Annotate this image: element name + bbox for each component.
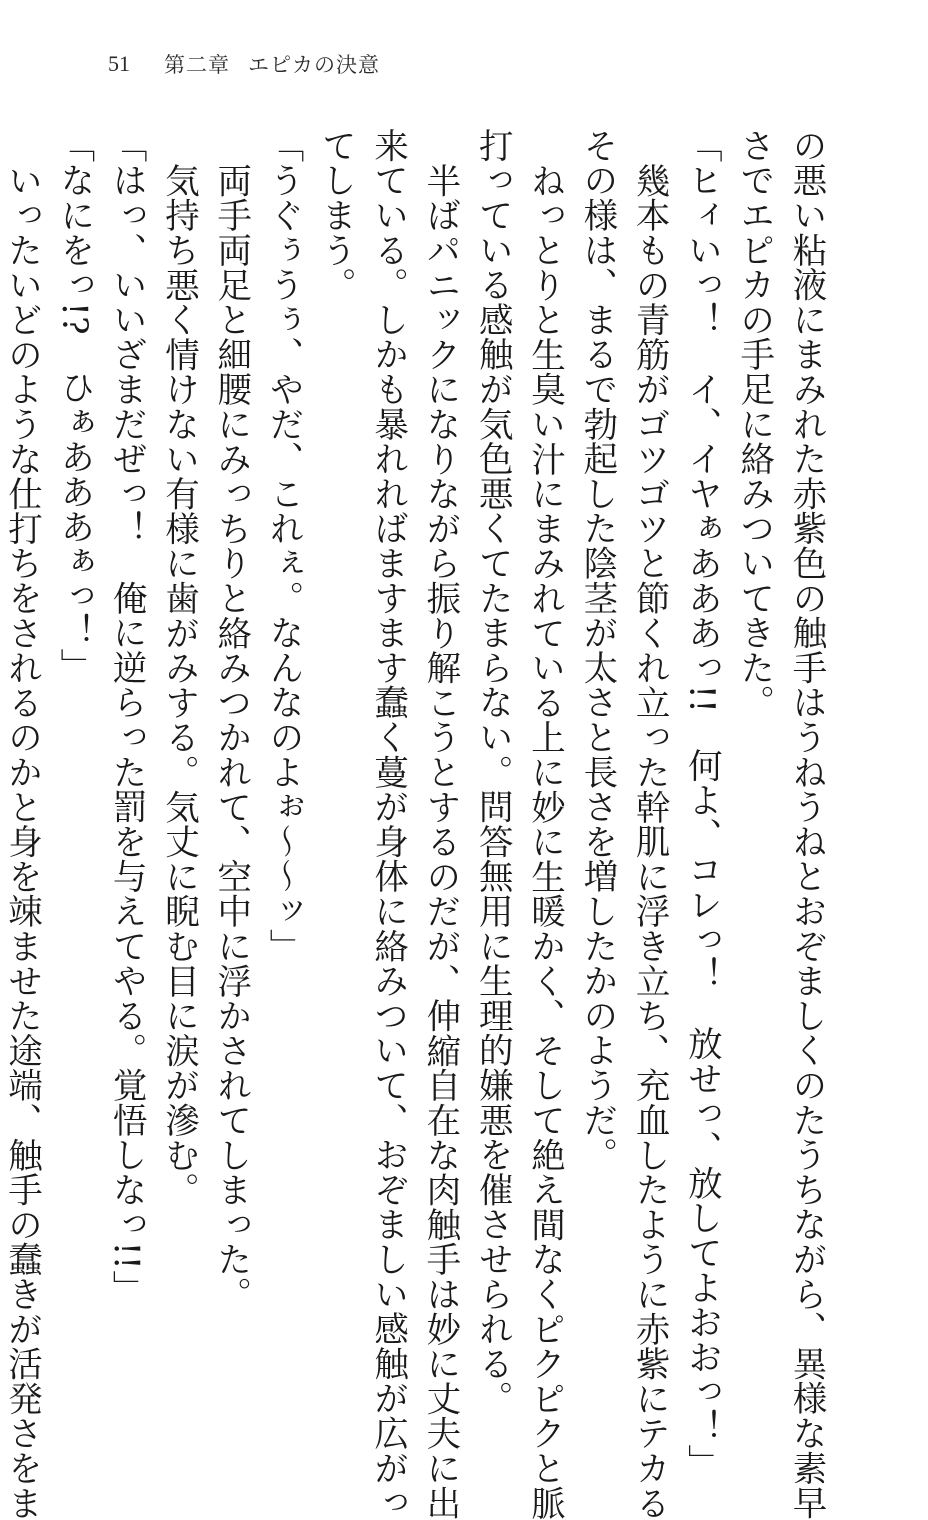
text-line: 「はっ、いいざまだぜっ！ 俺に逆らった罰を与えてやる。覚悟しなっ!!」 <box>106 128 147 1305</box>
text-line: いったいどのような仕打ちをされるのかと身を竦ませた途端、触手の蠢きが活発さをま <box>1 162 42 1520</box>
text-line: 打っている感触が気色悪くてたまらない。問答無用に生理的嫌悪を催させられる。 <box>472 128 513 1416</box>
text-line: 「ヒィいっ！ イ、イヤぁあああっ!! 何よ、コレっ！ 放せっ、放してよおおっ！」 <box>681 128 722 1479</box>
chapter-title: エピカの決意 <box>248 53 380 77</box>
text-line: 気持ち悪く情けない有様に歯がみする。気丈に睨む目に涙が滲む。 <box>158 162 199 1207</box>
vertical-body-text <box>1 128 832 1520</box>
text-line: ねっとりと生臭い汁にまみれている上に妙に生暖かく、そして絶え間なくピクピクと脈 <box>524 162 565 1520</box>
page-header <box>108 46 380 82</box>
text-line: 来ている。しかも暴れればますます蠢く蔓が身体に絡みついて、おぞましい感触が広がっ <box>367 128 408 1520</box>
text-line: さでエピカの手足に絡みついてきた。 <box>733 128 774 720</box>
text-line: 「なにをっ!? ひぁあああぁっ！」 <box>53 128 94 683</box>
text-line: の悪い粘液にまみれた赤紫色の触手はうねうねとおぞましくのたうちながら、異様な素早 <box>786 128 826 1520</box>
text-line: その様は、まるで勃起した陰茎が太さと長さを増したかのようだ。 <box>576 128 617 1172</box>
running-head <box>164 49 380 79</box>
text-line: 両手両足と細腰にみっちりと絡みつかれて、空中に浮かされてしまった。 <box>210 162 251 1311</box>
chapter-label: 第二章 <box>164 53 230 77</box>
text-line: てしまう。 <box>315 128 356 302</box>
text-line: 「うぐぅうぅ、やだ、これぇ。なんなのよぉ～～ッ」 <box>263 128 304 964</box>
page-number: 51 <box>108 51 130 76</box>
text-line: 幾本もの青筋がゴツゴツと節くれ立った幹肌に浮き立ち、充血したように赤紫にテカる <box>629 162 670 1520</box>
text-line: 半ばパニックになりながら振り解こうとするのだが、伸縮自在な肉触手は妙に丈夫に出 <box>419 162 460 1520</box>
